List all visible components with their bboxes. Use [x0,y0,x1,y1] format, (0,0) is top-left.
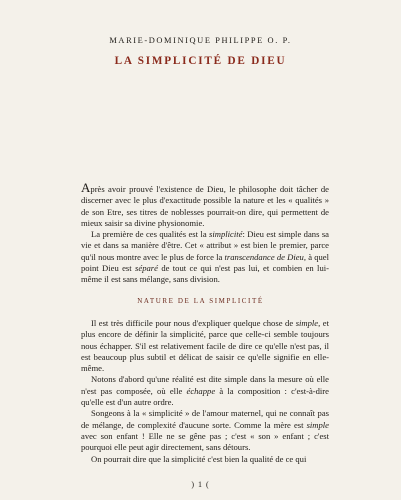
section-text [81,318,329,465]
article-title: LA SIMPLICITÉ DE DIEU [114,55,287,67]
author-line: MARIE-DOMINIQUE PHILIPPE O. P. [109,36,292,45]
paragraph: On pourrait dire que la simplicité c'est bien la qualité de ce qui [91,453,307,464]
drop-cap: A [81,180,91,195]
page-number: ) 1 ( [191,480,210,489]
intro-text [81,180,329,286]
paragraph: Songeons à la « simplicité » de l'amour maternel, qui ne connaît pas de mélange, de complexité d'aucune sorte. Comme la mère est simple avec son enfant ! Elle ne se gêne pas ; c'est « son » enfant ; c'est pourquoi elle peut agir directement, sans détours. [81,408,329,453]
section-heading: NATURE DE LA SIMPLICITÉ [137,297,264,305]
paragraph: Après avoir prouvé l'existence de Dieu, le philosophe doit tâcher de discerner avec le plus d'exactitude possible la nature et les « qualités » de son Etre, ses titres de noblesses pourrait-on dire, qui permettent de mieux saisir sa divine physionomie. [81,180,329,228]
paragraph: Il est très difficile pour nous d'expliquer quelque chose de simple, et plus encore de définir la simplicité, parce que celle-ci semble toujours nous échapper. S'il est relativement facile de dire ce qu'elle n'est pas, il est beaucoup plus subtil et délicat de saisir ce qu'elle signifie en elle-même. [81,318,330,374]
paragraph: Notons d'abord qu'une réalité est dite simple dans la mesure où elle n'est pas composée, où elle échappe à la composition : c'est-à-dire qu'elle est d'un autre ordre. [81,374,329,408]
paragraph: La première de ces qualités est la simplicité: Dieu est simple dans sa vie et dans sa manière d'être. Cet « attribut » est bien le premier, parce qu'il nous montre avec le plus de force la transcendance de Dieu, à quel point Dieu est séparé de tout ce qui n'est pas lui, et combien en lui-même il est sans mélange, sans division. [81,229,329,285]
